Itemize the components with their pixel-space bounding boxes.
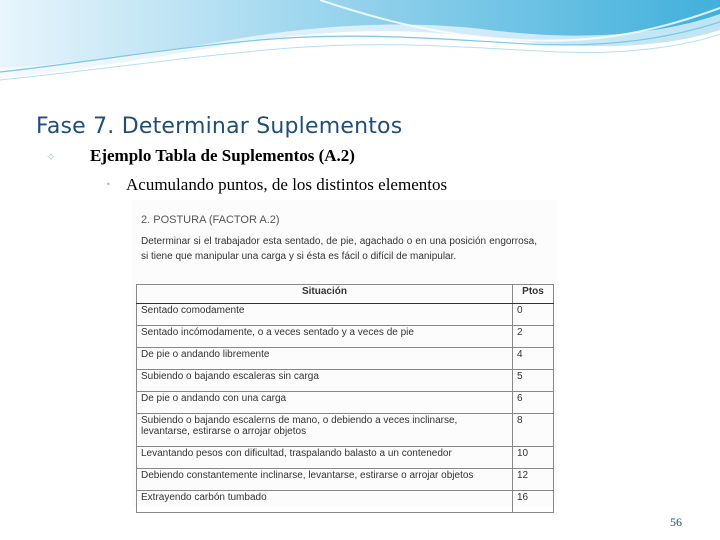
header-situacion: Situación xyxy=(137,285,513,304)
table-row xyxy=(137,304,554,326)
slide-title: Fase 7. Determinar Suplementos xyxy=(36,114,403,139)
supplements-table xyxy=(136,284,554,513)
cell-situacion: De pie o andando con una carga xyxy=(137,392,513,414)
cell-situacion: Sentado incómodamente, o a veces sentado y a veces de pie xyxy=(137,326,513,348)
cell-ptos: 5 xyxy=(513,370,554,392)
header-wave-decoration xyxy=(0,0,720,90)
cell-ptos: 12 xyxy=(513,469,554,491)
bullet-level1: Ejemplo Tabla de Suplementos (A.2) xyxy=(90,146,355,165)
cell-ptos: 4 xyxy=(513,348,554,370)
section-title: 2. POSTURA (FACTOR A.2) xyxy=(141,214,280,226)
cell-ptos: 0 xyxy=(513,304,554,326)
table-row xyxy=(137,414,554,447)
header-ptos: Ptos xyxy=(513,285,554,304)
cell-ptos: 2 xyxy=(513,326,554,348)
cell-situacion: Sentado comodamente xyxy=(137,304,513,326)
cell-ptos: 16 xyxy=(513,491,554,513)
table-row xyxy=(137,469,554,491)
cell-ptos: 10 xyxy=(513,447,554,469)
cell-situacion: Debiendo constantemente inclinarse, levantarse, estirarse o arrojar objetos xyxy=(137,469,513,491)
cell-ptos: 8 xyxy=(513,414,554,447)
table-row xyxy=(137,326,554,348)
cell-situacion: Extrayendo carbón tumbado xyxy=(137,491,513,513)
cell-situacion: De pie o andando libremente xyxy=(137,348,513,370)
table-row xyxy=(137,370,554,392)
section-description: Determinar si el trabajador esta sentado, de pie, agachado o en una posición engorrosa, si tiene que manipular una carga y si ésta es fácil o difícil de manipular. xyxy=(141,236,537,262)
cell-ptos: 6 xyxy=(513,392,554,414)
cell-situacion: Levantando pesos con dificultad, traspalando balasto a un contenedor xyxy=(137,447,513,469)
cell-situacion: Subiendo o bajando escaleras sin carga xyxy=(137,370,513,392)
table-row xyxy=(137,447,554,469)
dot-bullet-icon: • xyxy=(106,180,111,189)
table-header-row xyxy=(137,285,554,304)
table-row xyxy=(137,348,554,370)
star-bullet-icon: ✧ xyxy=(46,150,57,164)
page-number: 56 xyxy=(670,515,682,529)
bullet-level2: Acumulando puntos, de los distintos elementos xyxy=(126,175,448,194)
table-row xyxy=(137,491,554,513)
cell-situacion: Subiendo o bajando escalerns de mano, o debiendo a veces inclinarse, levantarse, estirarse o arrojar objetos xyxy=(137,414,513,447)
table-row xyxy=(137,392,554,414)
